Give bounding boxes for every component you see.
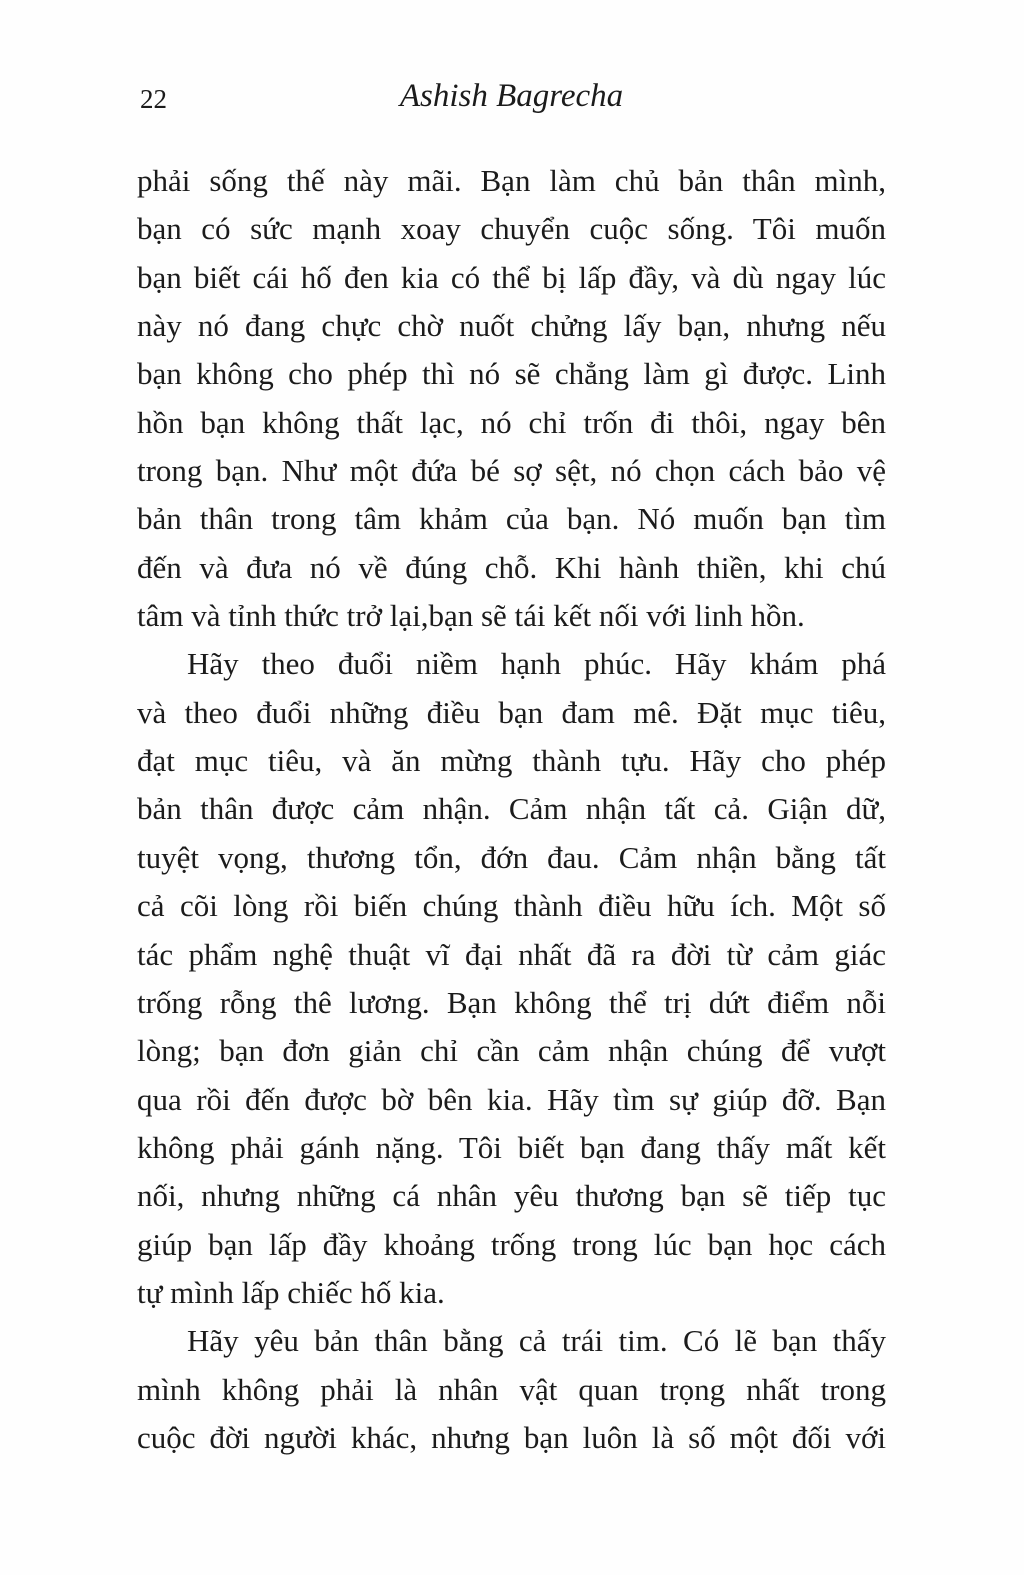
body-line: bạn không cho phép thì nó sẽ chẳng làm gì được. Linh <box>137 356 886 392</box>
body-line: Hãy yêu bản thân bằng cả trái tim. Có lẽ bạn thấy <box>187 1323 886 1359</box>
body-line: không phải gánh nặng. Tôi biết bạn đang thấy mất kết <box>137 1129 886 1165</box>
body-line: qua rồi đến được bờ bên kia. Hãy tìm sự giúp đỡ. Bạn <box>137 1081 886 1117</box>
body-line: và theo đuổi những điều bạn đam mê. Đặt mục tiêu, <box>137 694 886 730</box>
body-line: tuyệt vọng, thương tổn, đớn đau. Cảm nhận bằng tất <box>137 839 886 875</box>
body-line: phải sống thế này mãi. Bạn làm chủ bản thân mình, <box>137 163 886 198</box>
body-line: nối, nhưng những cá nhân yêu thương bạn sẽ tiếp tục <box>137 1178 886 1214</box>
body-line: mình không phải là nhân vật quan trọng nhất trong <box>137 1371 886 1407</box>
running-header-author: Ashish Bagrecha <box>399 78 624 114</box>
page-number: 22 <box>140 84 167 114</box>
body-line: bạn biết cái hố đen kia có thể bị lấp đầy, và dù ngay lúc <box>137 259 886 295</box>
body-line: đạt mục tiêu, và ăn mừng thành tựu. Hãy cho phép <box>137 743 886 779</box>
body-line: tự mình lấp chiếc hố kia. <box>137 1274 445 1310</box>
body-line: bản thân được cảm nhận. Cảm nhận tất cả. Giận dữ, <box>137 791 886 827</box>
body-line: cả cõi lòng rồi biến chúng thành điều hữu ích. Một số <box>137 888 886 924</box>
body-line: đến và đưa nó về đúng chỗ. Khi hành thiền, khi chú <box>137 549 886 585</box>
body-line: tác phẩm nghệ thuật vĩ đại nhất đã ra đời từ cảm giác <box>137 936 886 972</box>
body-line: bản thân trong tâm khảm của bạn. Nó muốn bạn tìm <box>137 501 886 537</box>
body-line: Hãy theo đuổi niềm hạnh phúc. Hãy khám phá <box>187 646 886 682</box>
body-line: trống rỗng thê lương. Bạn không thể trị dứt điểm nỗi <box>137 984 886 1020</box>
body-line: tâm và tỉnh thức trở lại,bạn sẽ tái kết nối với linh hồn. <box>137 598 805 634</box>
page-body <box>137 157 886 1462</box>
body-line: trong bạn. Như một đứa bé sợ sệt, nó chọn cách bảo vệ <box>137 453 886 489</box>
body-line: hồn bạn không thất lạc, nó chỉ trốn đi thôi, ngay bên <box>137 404 886 440</box>
body-line: này nó đang chực chờ nuốt chửng lấy bạn, nhưng nếu <box>137 308 886 344</box>
body-line: bạn có sức mạnh xoay chuyển cuộc sống. Tôi muốn <box>137 211 886 247</box>
body-line: cuộc đời người khác, nhưng bạn luôn là số một đối với <box>137 1419 886 1455</box>
body-line: lòng; bạn đơn giản chỉ cần cảm nhận chúng để vượt <box>137 1033 886 1069</box>
body-line: giúp bạn lấp đầy khoảng trống trong lúc bạn học cách <box>137 1226 886 1262</box>
